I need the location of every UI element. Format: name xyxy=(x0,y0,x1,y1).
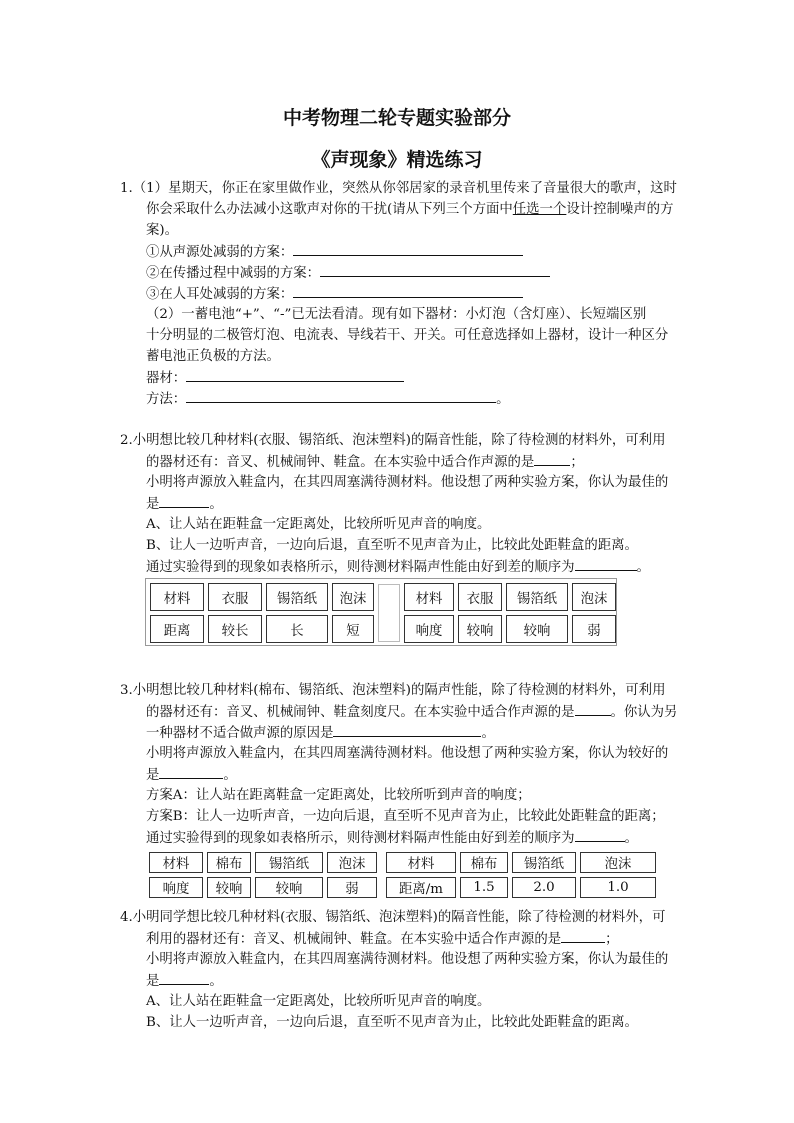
q1-line1: 1.（1）星期天，你正在家里做作业，突然从你邻居家的录音机里传来了音量很大的歌声，这时 xyxy=(120,181,677,196)
q2-line1: 2.小明想比较几种材料(衣服、锡箔纸、泡沫塑料)的隔音性能，除了待检测的材料外，可利用 xyxy=(120,433,666,448)
q2-line7: 通过实验得到的现象如表格所示，则待测材料隔声性能由好到差的顺序为 。 xyxy=(146,556,650,578)
table-cell: 材料 xyxy=(386,852,456,873)
q4-option-b: B、让人一边听声音，一边向后退，直至听不见声音为止，比较此处距鞋盒的距离。 xyxy=(146,1015,638,1030)
q2-line3: 小明将声源放入鞋盒内，在其四周塞满待测材料。他设想了两种实验方案，你认为最佳的 xyxy=(146,475,669,490)
divider xyxy=(378,584,400,642)
q3-table-distance xyxy=(382,848,660,902)
table-cell: 泡沫 xyxy=(580,852,656,873)
q1-part2-line1: （2）一蓄电池“+”、“-”已无法看清。现有如下器材：小灯泡（含灯座）、长短端区别 xyxy=(146,307,647,322)
q2-option-a: A、让人站在距鞋盒一定距离处，比较所听见声音的响度。 xyxy=(146,517,491,532)
table-cell: 1.0 xyxy=(580,877,656,898)
q4-line1: 4.小明同学想比较几种材料(衣服、锡箔纸、泡沫塑料)的隔音性能，除了待检测的材料外，可 xyxy=(120,910,666,925)
table-cell: 材料 xyxy=(404,583,454,611)
q3-line2: 的器材还有：音叉、机械闹钟、鞋盒刻度尺。在本实验中适合作声源的是 。你认为另 xyxy=(146,701,677,723)
table-row xyxy=(386,852,656,873)
table-cell: 2.0 xyxy=(512,877,576,898)
table-cell: 锡箔纸 xyxy=(506,583,568,611)
answer-blank[interactable] xyxy=(575,827,625,842)
q4-option-a: A、让人站在距鞋盒一定距离处，比较所听见声音的响度。 xyxy=(146,994,491,1009)
answer-blank[interactable] xyxy=(293,283,523,298)
q1-underlined-text: 任选一个 xyxy=(512,202,567,217)
answer-blank[interactable] xyxy=(333,722,481,737)
q2-table-loudness xyxy=(400,579,620,647)
q3-line3: 一种器材不适合做声源的原因是 。 xyxy=(146,722,495,744)
q3-table-loudness xyxy=(145,848,381,902)
q1-part2-line2: 十分明显的二极管灯泡、电流表、导线若干、开关。可任意选择如上器材，设计一种区分 xyxy=(146,328,669,343)
answer-blank[interactable] xyxy=(534,451,570,466)
table-cell: 弱 xyxy=(572,615,616,643)
answer-blank[interactable] xyxy=(186,388,496,403)
table-row xyxy=(149,852,377,873)
table-cell: 泡沫 xyxy=(572,583,616,611)
table-row xyxy=(150,583,374,611)
q3-line5: 是 。 xyxy=(146,764,237,786)
table-cell: 泡沫 xyxy=(327,852,377,873)
q1-equipment: 器材： xyxy=(146,367,404,389)
table-cell: 棉布 xyxy=(460,852,508,873)
table-cell: 响度 xyxy=(149,877,203,898)
table-row xyxy=(386,877,656,898)
table-row xyxy=(404,615,616,643)
answer-blank[interactable] xyxy=(320,262,550,277)
q1-part2-line3: 蓄电池正负极的方法。 xyxy=(146,349,280,364)
table-cell: 棉布 xyxy=(207,852,251,873)
table-cell: 材料 xyxy=(150,583,204,611)
answer-blank[interactable] xyxy=(159,764,223,779)
table-cell: 弱 xyxy=(327,877,377,898)
answer-blank[interactable] xyxy=(575,556,637,571)
q3-line8: 通过实验得到的现象如表格所示，则待测材料隔声性能由好到差的顺序为 。 xyxy=(146,827,638,849)
table-cell: 距离/m xyxy=(386,877,456,898)
table-cell: 锡箔纸 xyxy=(255,852,323,873)
q2-line4: 是 。 xyxy=(146,493,223,515)
table-cell: 锡箔纸 xyxy=(266,583,328,611)
q1-option3: ③在人耳处减弱的方案： xyxy=(146,283,523,305)
q2-table-distance xyxy=(146,579,378,647)
q3-line4: 小明将声源放入鞋盒内，在其四周塞满待测材料。他设想了两种实验方案，你认为较好的 xyxy=(146,746,669,761)
q4-line4: 是 。 xyxy=(146,970,223,992)
answer-blank[interactable] xyxy=(186,367,404,382)
table-row xyxy=(149,877,377,898)
q4-line3: 小明将声源放入鞋盒内，在其四周塞满待测材料。他设想了两种实验方案，你认为最佳的 xyxy=(146,952,669,967)
table-cell: 较长 xyxy=(208,615,262,643)
answer-blank[interactable] xyxy=(293,241,523,256)
table-cell: 较响 xyxy=(458,615,502,643)
q2-line2: 的器材还有：音叉、机械闹钟、鞋盒。在本实验中适合作声源的是 ； xyxy=(146,451,584,473)
table-cell: 衣服 xyxy=(458,583,502,611)
q1-option1: ①从声源处减弱的方案： xyxy=(146,241,523,263)
answer-blank[interactable] xyxy=(159,493,209,508)
table-cell: 锡箔纸 xyxy=(512,852,576,873)
table-row xyxy=(404,583,616,611)
answer-blank[interactable] xyxy=(575,701,611,716)
q2-option-b: B、让人一边听声音，一边向后退，直至听不见声音为止，比较此处距鞋盒的距离。 xyxy=(146,538,638,553)
q1-option2: ②在传播过程中减弱的方案： xyxy=(146,262,550,284)
table-cell: 响度 xyxy=(404,615,454,643)
table-row xyxy=(150,615,374,643)
table-cell: 长 xyxy=(266,615,328,643)
q1-line2: 你会采取什么办法减小这歌声对你的干扰(请从下列三个方面中任选一个设计控制噪声的方 xyxy=(146,202,674,217)
table-cell: 衣服 xyxy=(208,583,262,611)
page-subtitle: 《声现象》精选练习 xyxy=(311,149,483,171)
q1-method: 方法： 。 xyxy=(146,388,510,410)
q3-option-a: 方案A：让人站在距离鞋盒一定距离处，比较所听到声音的响度； xyxy=(146,788,531,803)
q1-line3: 案)。 xyxy=(146,223,179,238)
answer-blank[interactable] xyxy=(561,928,605,943)
answer-blank[interactable] xyxy=(159,970,209,985)
table-cell: 短 xyxy=(332,615,374,643)
q3-option-b: 方案B：让人一边听声音，一边向后退，直至听不见声音为止，比较此处距鞋盒的距离； xyxy=(146,809,665,824)
table-cell: 1.5 xyxy=(460,877,508,898)
q4-line2: 利用的器材还有：音叉、机械闹钟、鞋盒。在本实验中适合作声源的是 ； xyxy=(146,928,619,950)
table-cell: 较响 xyxy=(506,615,568,643)
table-cell: 较响 xyxy=(255,877,323,898)
table-cell: 泡沫 xyxy=(332,583,374,611)
q3-line1: 3.小明想比较几种材料(棉布、锡箔纸、泡沫塑料)的隔声性能，除了待检测的材料外，可利用 xyxy=(120,683,666,698)
table-cell: 距离 xyxy=(150,615,204,643)
table-cell: 材料 xyxy=(149,852,203,873)
page-title: 中考物理二轮专题实验部分 xyxy=(282,107,511,129)
table-cell: 较响 xyxy=(207,877,251,898)
